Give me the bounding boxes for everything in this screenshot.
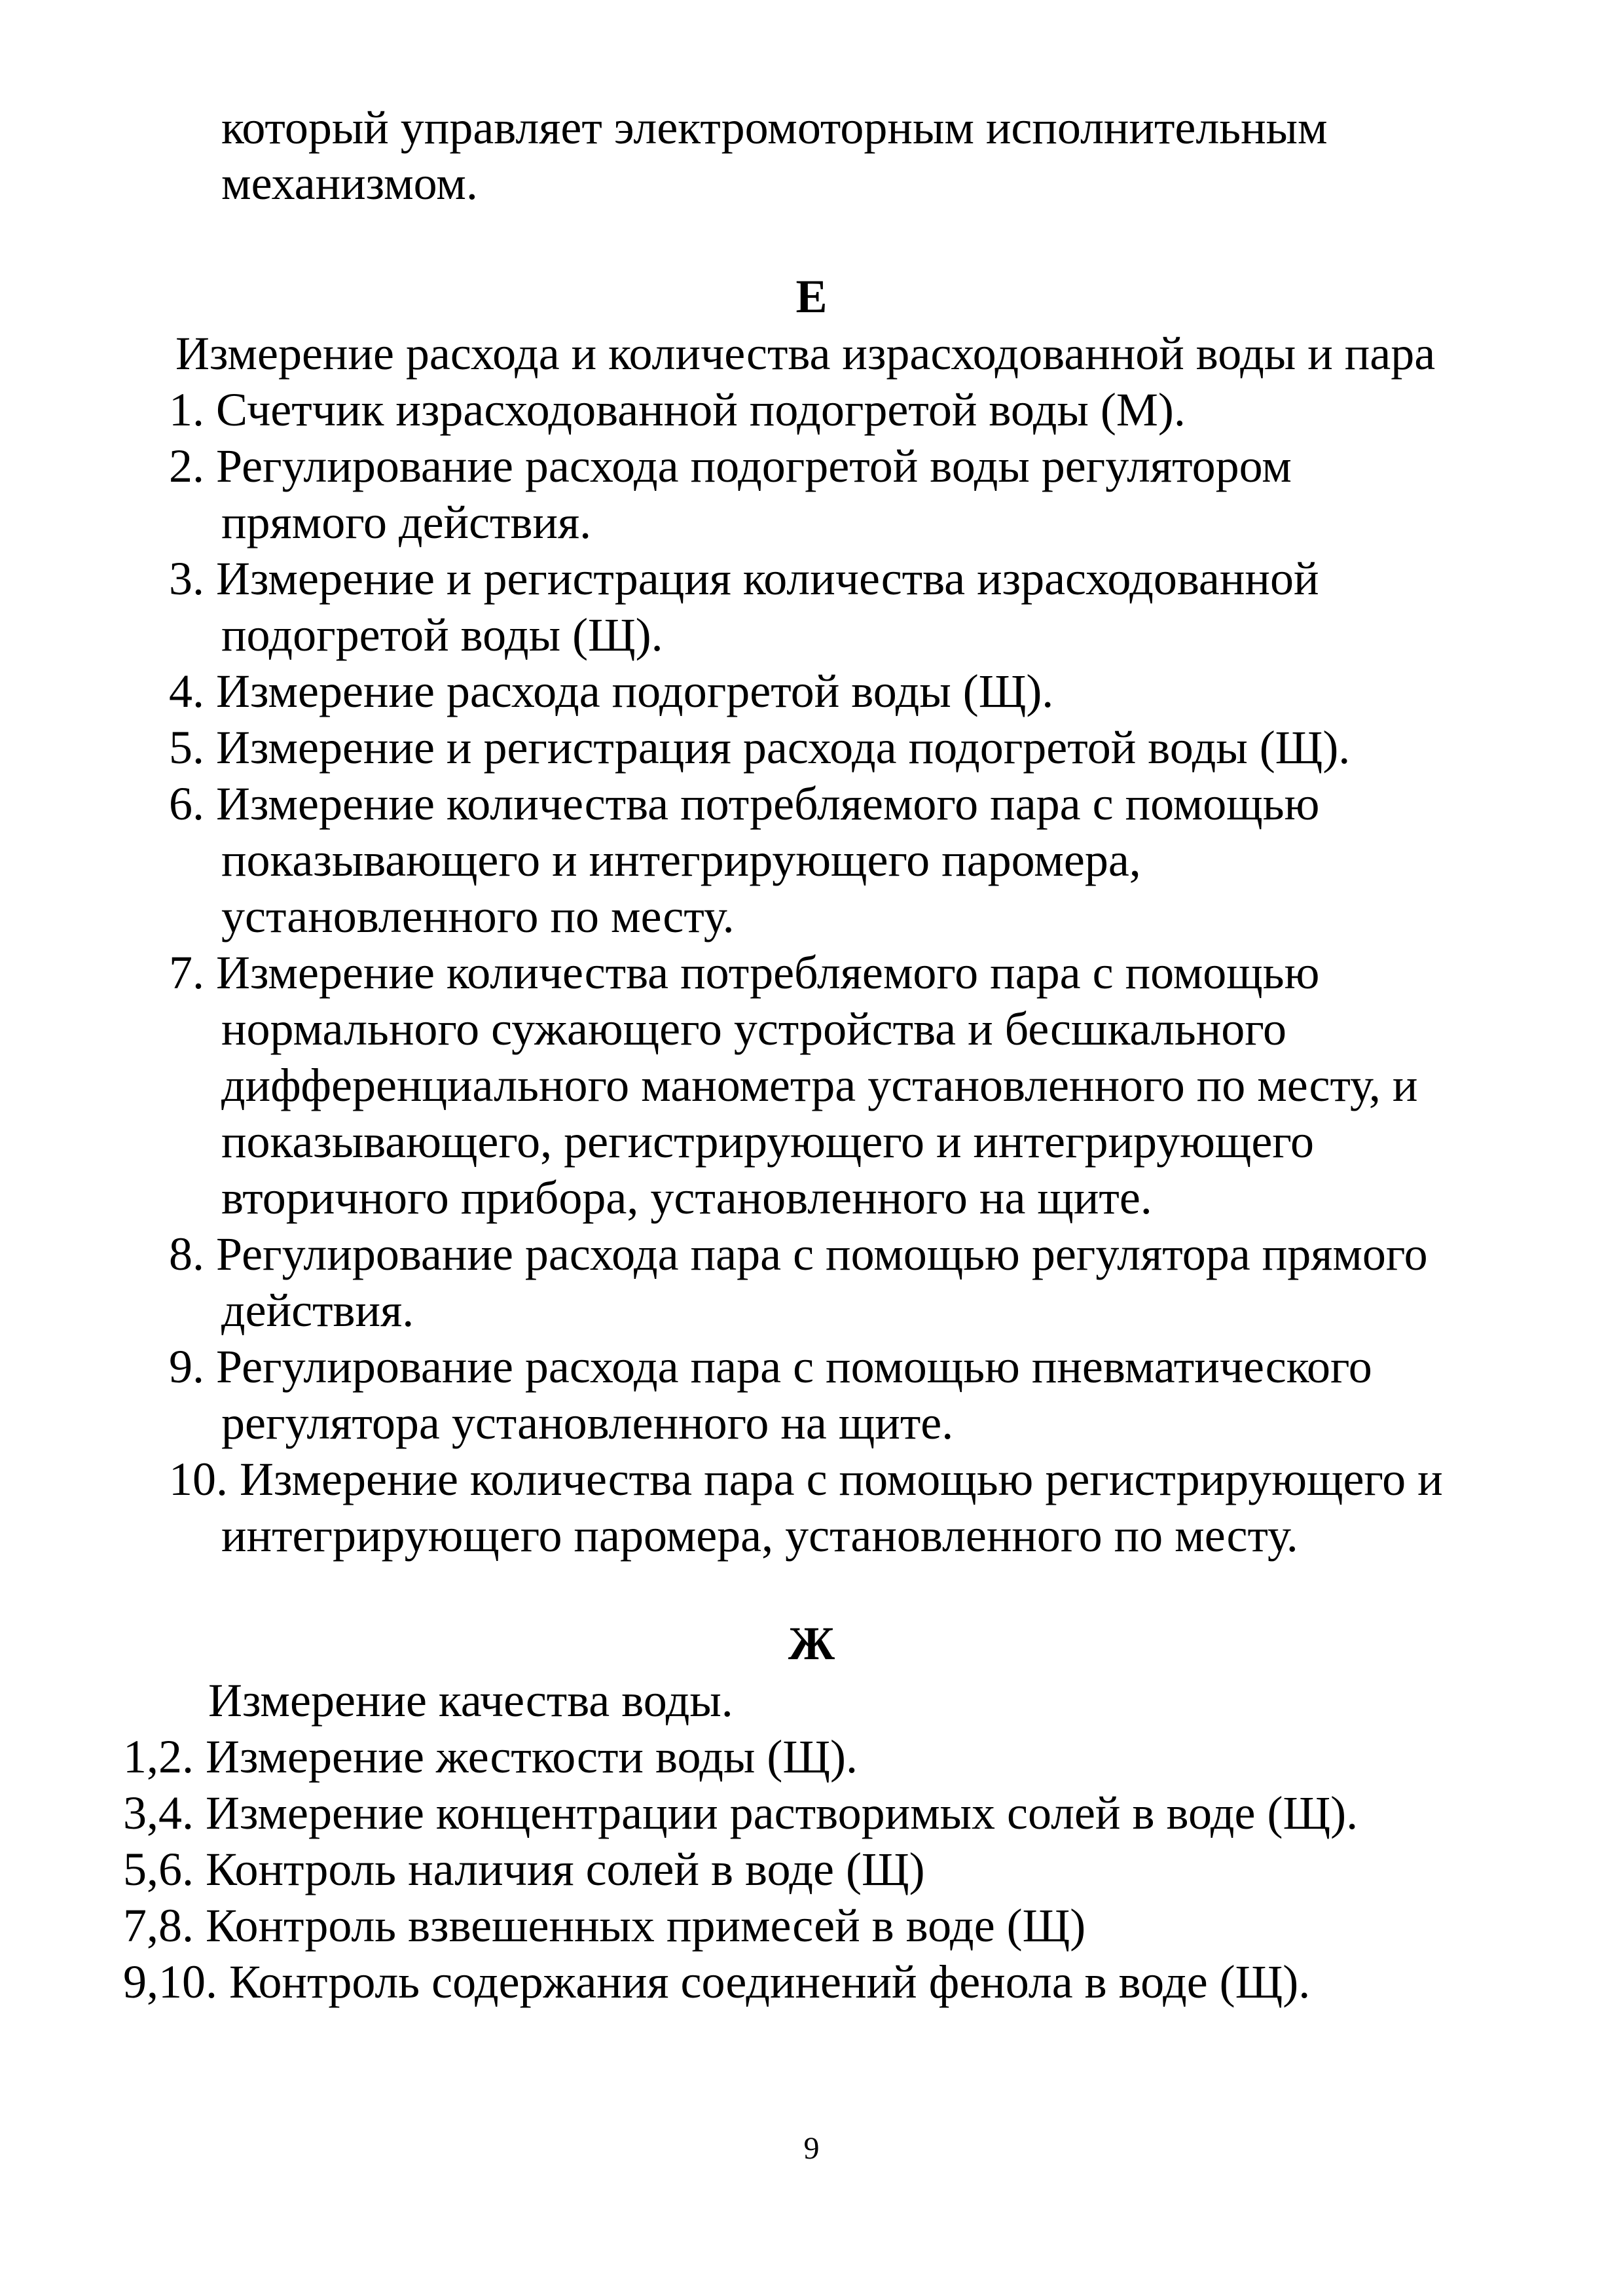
list-item-e-7-cont-3: показывающего, регистрирующего и интегрирующего (221, 1115, 1315, 1168)
section-e-letter: Е (795, 270, 828, 323)
list-item-zh-3: 5,6. Контроль наличия солей в воде (Щ) (123, 1843, 925, 1895)
list-item-e-2-cont: прямого действия. (221, 496, 592, 548)
list-item-zh-1: 1,2. Измерение жесткости воды (Щ). (123, 1731, 858, 1783)
list-item-e-4: 4. Измерение расхода подогретой воды (Щ). (169, 665, 1054, 717)
list-item-zh-4: 7,8. Контроль взвешенных примесей в воде (Щ) (123, 1899, 1086, 1952)
list-item-e-7-cont-1: нормального сужающего устройства и бесшкального (221, 1003, 1286, 1055)
list-item-zh-2: 3,4. Измерение концентрации растворимых солей в воде (Щ). (123, 1787, 1359, 1839)
list-item-e-3: 3. Измерение и регистрация количества израсходованной (169, 552, 1319, 605)
list-item-e-8-cont: действия. (221, 1284, 414, 1336)
list-item-e-6-cont-2: установленного по месту. (221, 890, 735, 942)
page-number: 9 (803, 2131, 820, 2166)
intro-line-2: механизмом. (221, 157, 478, 209)
list-item-e-7-cont-4: вторичного прибора, установленного на щите. (221, 1172, 1152, 1224)
list-item-zh-5: 9,10. Контроль содержания соединений фенола в воде (Щ). (123, 1956, 1311, 2008)
section-zh-title: Измерение качества воды. (208, 1674, 733, 1727)
list-item-e-2: 2. Регулирование расхода подогретой воды регулятором (169, 440, 1292, 492)
list-item-e-1: 1. Счетчик израсходованной подогретой воды (М). (169, 384, 1186, 436)
list-item-e-9: 9. Регулирование расхода пара с помощью пневматического (169, 1340, 1372, 1393)
list-item-e-6: 6. Измерение количества потребляемого пара с помощью (169, 778, 1320, 830)
list-item-e-7-cont-2: дифференциального манометра установленного по месту, и (221, 1059, 1418, 1111)
list-item-e-7: 7. Измерение количества потребляемого пара с помощью (169, 946, 1320, 999)
list-item-e-10-cont: интегрирующего паромера, установленного по месту. (221, 1509, 1298, 1562)
list-item-e-8: 8. Регулирование расхода пара с помощью регулятора прямого (169, 1228, 1428, 1280)
section-e-title: Измерение расхода и количества израсходованной воды и пара (175, 327, 1436, 380)
intro-line-1: который управляет электромоторным исполнительным (221, 101, 1328, 154)
list-item-e-5: 5. Измерение и регистрация расхода подогретой воды (Щ). (169, 721, 1351, 774)
list-item-e-6-cont-1: показывающего и интегрирующего паромера, (221, 834, 1141, 886)
list-item-e-9-cont: регулятора установленного на щите. (221, 1397, 954, 1449)
list-item-e-3-cont: подогретой воды (Щ). (221, 609, 663, 661)
list-item-e-10: 10. Измерение количества пара с помощью регистрирующего и (169, 1453, 1443, 1505)
section-zh-letter: Ж (788, 1617, 835, 1670)
